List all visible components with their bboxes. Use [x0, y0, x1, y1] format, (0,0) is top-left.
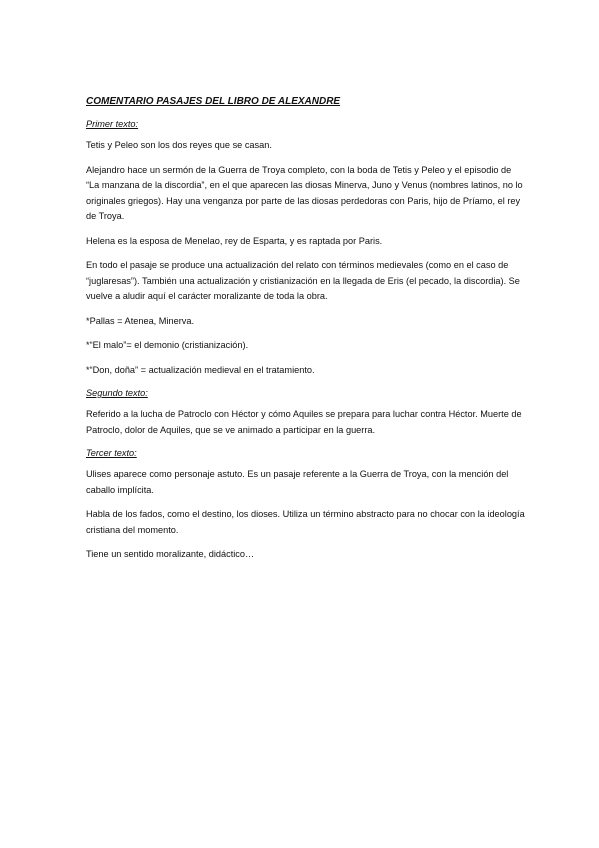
note-paragraph: *“Don, doña” = actualización medieval en el tratamiento. — [86, 364, 315, 375]
document-page — [86, 95, 526, 572]
paragraph: Habla de los fados, como el destino, los dioses. Utiliza un término abstracto para no chocar con la ideología cristiana del momento. — [86, 509, 525, 535]
note-paragraph: *Pallas = Atenea, Minerva. — [86, 315, 195, 326]
section-heading: Segundo texto: — [86, 388, 148, 398]
section-segundo-texto — [86, 387, 526, 438]
section-heading: Tercer texto: — [86, 448, 137, 458]
section-heading: Primer texto: — [86, 119, 139, 129]
section-tercer-texto — [86, 447, 526, 563]
paragraph: Tiene un sentido moralizante, didáctico… — [86, 549, 255, 559]
document-title: COMENTARIO PASAJES DEL LIBRO DE ALEXANDRE — [86, 96, 341, 107]
paragraph: Referido a la lucha de Patroclo con Héctor y cómo Aquiles se prepara para luchar contra Héctor. Muerte de Patroclo, dolor de Aquiles, que se ve animado a participar en la guerra. — [86, 409, 522, 435]
section-primer-texto — [86, 118, 526, 378]
note-paragraph: *“El malo”= el demonio (cristianización). — [86, 340, 249, 350]
paragraph: Ulises aparece como personaje astuto. Es un pasaje referente a la Guerra de Troya, con la mención del caballo implícita. — [86, 469, 509, 495]
paragraph: En todo el pasaje se produce una actualización del relato con términos medievales (como en el caso de “juglaresas”). También una actualización y cristianización en la llegada de Eris (el pecado, la discordia). Se vuelve a aludir aquí el carácter moralizante de toda la obra. — [86, 260, 520, 301]
paragraph: Helena es la esposa de Menelao, rey de Esparta, y es raptada por Paris. — [86, 235, 383, 246]
paragraph: Alejandro hace un sermón de la Guerra de Troya completo, con la boda de Tetis y Peleo y el episodio de “La manzana de la discordia”, en el que aparecen las diosas Minerva, Juno y Venus (nombres latinos, no lo originales griegos). Hay una venganza por parte de las diosas perdedoras con Paris, hijo de Príamo, el rey de Troya. — [86, 164, 523, 221]
paragraph: Tetis y Peleo son los dos reyes que se casan. — [86, 140, 272, 150]
